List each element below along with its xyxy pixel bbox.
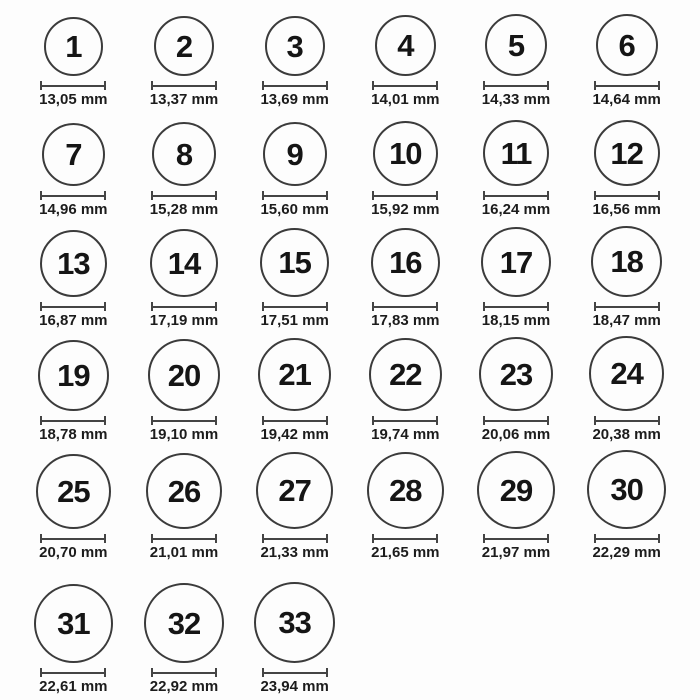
- ring-circle: [589, 336, 664, 411]
- ring-size-cell: [461, 0, 572, 113]
- ring-circle: [591, 226, 662, 297]
- ring-size-number: 8: [175, 136, 193, 172]
- diameter-measure-line: [594, 191, 660, 200]
- ring-size-number: 29: [499, 472, 533, 508]
- ring-circle: [144, 583, 224, 663]
- ring-size-cell: [350, 0, 461, 113]
- ring-circle: [481, 227, 551, 297]
- diameter-measure-line: [40, 191, 106, 200]
- ring-circle: [42, 123, 105, 186]
- ring-size-cell: [239, 448, 350, 566]
- diameter-measure-line: [483, 191, 549, 200]
- ring-diameter-label: 18,15 mm: [481, 312, 551, 329]
- ring-size-cell: [239, 334, 350, 448]
- diameter-measure-line: [594, 302, 660, 311]
- ring-size-cell: [350, 334, 461, 448]
- ring-circle: [256, 452, 333, 529]
- ring-circle: [371, 228, 440, 297]
- ring-circle: [483, 120, 549, 186]
- ring-size-number: 27: [278, 473, 311, 508]
- ring-diameter-label: 20,38 mm: [592, 426, 661, 443]
- ring-size-number: 13: [57, 246, 90, 281]
- ring-diameter-label: 16,56 mm: [592, 201, 661, 218]
- ring-size-cell: [571, 0, 682, 113]
- ring-size-cell: [239, 566, 350, 700]
- ring-diameter-label: 14,33 mm: [481, 91, 551, 108]
- ring-size-number: 9: [286, 136, 303, 172]
- ring-size-cell: [571, 448, 682, 566]
- diameter-measure-line: [483, 302, 549, 311]
- ring-circle: [373, 121, 438, 186]
- ring-diameter-label: 22,92 mm: [149, 678, 219, 695]
- ring-circle: [367, 452, 444, 529]
- ring-size-cell: [461, 448, 572, 566]
- ring-circle: [263, 122, 327, 186]
- ring-diameter-label: 15,28 mm: [149, 201, 219, 218]
- ring-circle: [485, 14, 547, 76]
- ring-size-cell: [461, 223, 572, 334]
- ring-diameter-label: 17,19 mm: [149, 312, 219, 329]
- ring-size-cell: [129, 113, 240, 223]
- ring-size-cell: [18, 113, 129, 223]
- ring-size-cell: [129, 448, 240, 566]
- ring-circle: [260, 228, 329, 297]
- diameter-measure-line: [262, 534, 328, 543]
- ring-size-number: 28: [389, 473, 422, 508]
- ring-circle: [146, 453, 222, 529]
- ring-circle: [36, 454, 111, 529]
- ring-size-cell: [571, 223, 682, 334]
- ring-diameter-label: 16,24 mm: [481, 201, 551, 218]
- ring-circle: [154, 16, 214, 76]
- diameter-measure-line: [483, 81, 549, 90]
- ring-size-cell: [571, 113, 682, 223]
- ring-diameter-label: 19,42 mm: [260, 426, 329, 443]
- ring-diameter-label: 22,61 mm: [39, 678, 108, 695]
- ring-size-cell: [239, 223, 350, 334]
- diameter-measure-line: [151, 81, 217, 90]
- ring-size-number: 3: [286, 28, 303, 64]
- ring-diameter-label: 21,97 mm: [481, 544, 551, 561]
- ring-diameter-label: 22,29 mm: [592, 544, 661, 561]
- ring-size-number: 16: [389, 245, 422, 280]
- diameter-measure-line: [40, 81, 106, 90]
- ring-circle: [258, 338, 331, 411]
- diameter-measure-line: [372, 191, 438, 200]
- ring-size-cell: [18, 223, 129, 334]
- ring-size-number: 1: [65, 29, 82, 64]
- diameter-measure-line: [151, 534, 217, 543]
- ring-size-cell: [18, 566, 129, 700]
- ring-circle: [44, 17, 103, 76]
- ring-size-number: 6: [618, 27, 635, 63]
- ring-size-number: 23: [499, 356, 533, 392]
- diameter-measure-line: [151, 668, 217, 677]
- diameter-measure-line: [262, 668, 328, 677]
- diameter-measure-line: [483, 416, 549, 425]
- diameter-measure-line: [594, 81, 660, 90]
- ring-diameter-label: 17,51 mm: [260, 312, 329, 329]
- ring-circle: [148, 339, 220, 411]
- diameter-measure-line: [151, 416, 217, 425]
- ring-diameter-label: 18,78 mm: [39, 426, 108, 443]
- ring-size-cell: [350, 223, 461, 334]
- diameter-measure-line: [372, 81, 438, 90]
- ring-size-cell: [18, 334, 129, 448]
- ring-size-cell: [129, 334, 240, 448]
- ring-size-number: 2: [175, 28, 193, 64]
- diameter-measure-line: [262, 81, 328, 90]
- ring-size-number: 17: [499, 244, 533, 280]
- ring-size-number: 31: [57, 606, 90, 641]
- ring-size-number: 10: [389, 136, 422, 171]
- ring-diameter-label: 21,65 mm: [371, 544, 440, 561]
- ring-size-number: 22: [389, 357, 422, 392]
- ring-size-number: 30: [610, 472, 643, 507]
- ring-circle: [596, 14, 658, 76]
- ring-size-number: 5: [507, 27, 525, 63]
- ring-diameter-label: 23,94 mm: [260, 678, 329, 695]
- ring-size-cell: [239, 113, 350, 223]
- ring-size-number: 4: [397, 28, 414, 63]
- ring-size-cell: [129, 0, 240, 113]
- ring-size-number: 7: [65, 137, 82, 172]
- ring-circle: [479, 337, 553, 411]
- ring-size-number: 12: [610, 135, 643, 171]
- ring-size-number: 11: [500, 135, 532, 171]
- ring-diameter-label: 21,33 mm: [260, 544, 329, 561]
- diameter-measure-line: [262, 302, 328, 311]
- ring-diameter-label: 19,74 mm: [371, 426, 440, 443]
- ring-diameter-label: 20,70 mm: [39, 544, 108, 561]
- ring-size-number: 18: [610, 244, 643, 279]
- diameter-measure-line: [262, 191, 328, 200]
- ring-circle: [265, 16, 325, 76]
- ring-diameter-label: 14,01 mm: [371, 91, 440, 108]
- ring-circle: [40, 230, 107, 297]
- diameter-measure-line: [594, 534, 660, 543]
- diameter-measure-line: [151, 302, 217, 311]
- ring-size-number: 14: [167, 245, 201, 281]
- ring-circle: [587, 450, 666, 529]
- diameter-measure-line: [40, 302, 106, 311]
- diameter-measure-line: [483, 534, 549, 543]
- ring-size-cell: [129, 223, 240, 334]
- ring-size-cell: [239, 0, 350, 113]
- ring-size-cell: [350, 448, 461, 566]
- ring-diameter-label: 15,60 mm: [260, 201, 329, 218]
- ring-diameter-label: 14,96 mm: [39, 201, 108, 218]
- diameter-measure-line: [594, 416, 660, 425]
- diameter-measure-line: [372, 534, 438, 543]
- diameter-measure-line: [151, 191, 217, 200]
- ring-diameter-label: 15,92 mm: [371, 201, 440, 218]
- ring-size-number: 21: [278, 357, 311, 392]
- ring-circle: [477, 451, 555, 529]
- ring-size-number: 26: [167, 473, 201, 509]
- ring-size-cell: [129, 566, 240, 700]
- ring-diameter-label: 16,87 mm: [39, 312, 108, 329]
- ring-circle: [34, 584, 113, 663]
- ring-diameter-label: 13,05 mm: [39, 91, 108, 108]
- ring-size-cell: [461, 113, 572, 223]
- diameter-measure-line: [40, 416, 106, 425]
- ring-diameter-label: 17,83 mm: [371, 312, 440, 329]
- diameter-measure-line: [40, 534, 106, 543]
- ring-diameter-label: 19,10 mm: [149, 426, 219, 443]
- ring-circle: [152, 122, 216, 186]
- diameter-measure-line: [372, 416, 438, 425]
- ring-size-cell: [18, 448, 129, 566]
- diameter-measure-line: [262, 416, 328, 425]
- ring-size-number: 19: [57, 358, 90, 393]
- ring-circle: [375, 15, 436, 76]
- ring-circle: [254, 582, 335, 663]
- ring-circle: [594, 120, 660, 186]
- ring-circle: [150, 229, 218, 297]
- ring-size-cell: [350, 113, 461, 223]
- ring-size-number: 33: [278, 605, 311, 640]
- ring-size-cell: [18, 0, 129, 113]
- ring-size-number: 20: [167, 357, 201, 393]
- ring-diameter-label: 20,06 mm: [481, 426, 551, 443]
- ring-size-number: 24: [610, 356, 643, 391]
- ring-circle: [369, 338, 442, 411]
- ring-size-number: 32: [167, 605, 201, 641]
- ring-diameter-label: 13,69 mm: [260, 91, 329, 108]
- ring-diameter-label: 14,64 mm: [592, 91, 661, 108]
- ring-size-cell: [461, 334, 572, 448]
- ring-size-cell: [571, 334, 682, 448]
- ring-diameter-label: 18,47 mm: [592, 312, 661, 329]
- ring-size-number: 15: [278, 245, 311, 280]
- ring-diameter-label: 21,01 mm: [149, 544, 219, 561]
- ring-size-number: 25: [57, 474, 90, 509]
- ring-circle: [38, 340, 109, 411]
- diameter-measure-line: [372, 302, 438, 311]
- diameter-measure-line: [40, 668, 106, 677]
- ring-diameter-label: 13,37 mm: [149, 91, 219, 108]
